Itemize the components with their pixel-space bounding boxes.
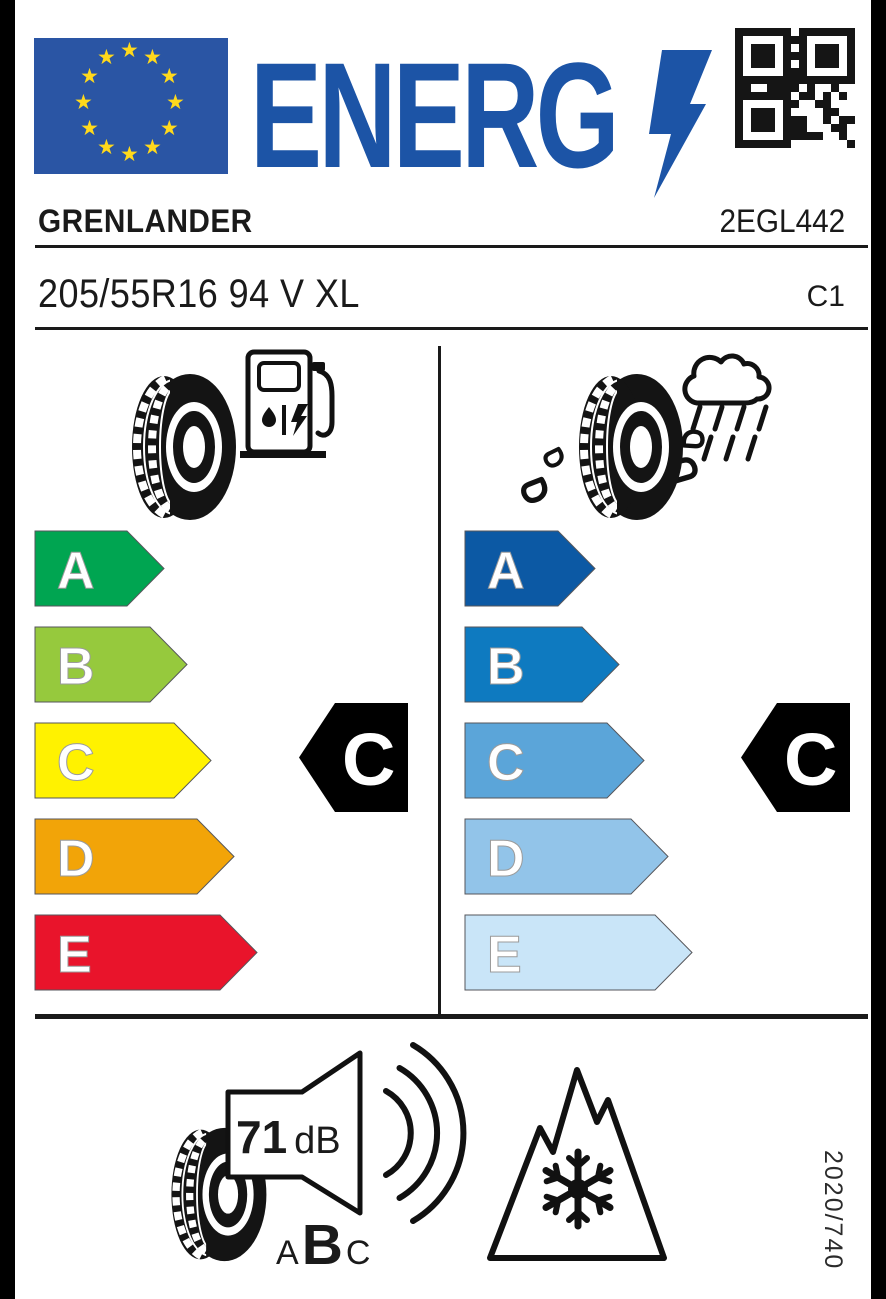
brand-name: GRENLANDER [38, 203, 253, 239]
svg-text:D: D [57, 830, 95, 888]
tire-icon [128, 372, 238, 522]
model-code: 2EGL442 [719, 203, 845, 239]
divider-line [35, 327, 868, 330]
qr-code [735, 28, 855, 148]
lightning-bolt-icon [646, 50, 712, 198]
fuel-pump-icon [240, 350, 340, 462]
svg-text:A: A [487, 542, 525, 600]
noise-value: 71 [236, 1111, 288, 1163]
rating-arrow-e [35, 914, 258, 991]
rating-arrow-e [465, 914, 693, 991]
rating-arrow-c [465, 722, 645, 799]
label-right-border [871, 0, 886, 1299]
rating-arrow-c [35, 722, 212, 799]
fuel-rating-indicator [298, 702, 409, 813]
svg-text:C: C [784, 718, 838, 801]
rating-arrow-a [35, 530, 165, 607]
rating-arrow-d [35, 818, 235, 895]
section-divider-line [35, 1014, 868, 1019]
tire-class: C1 [806, 280, 845, 313]
svg-text:E: E [57, 926, 92, 984]
noise-class-scale [276, 1212, 370, 1278]
column-divider [438, 346, 441, 1015]
rating-arrow-b [35, 626, 188, 703]
noise-class-a: A [276, 1234, 299, 1272]
svg-text:B: B [57, 638, 95, 696]
wet-grip-rating-indicator [740, 702, 851, 813]
label-left-border [0, 0, 15, 1299]
svg-text:D: D [487, 830, 525, 888]
rating-arrow-a [465, 530, 596, 607]
svg-text:C: C [342, 718, 396, 801]
rain-drops [693, 407, 766, 459]
svg-text:E: E [487, 926, 522, 984]
tire-size: 205/55R16 94 V XL [38, 272, 360, 316]
noise-class-b-rated: B [301, 1213, 343, 1277]
regulation-number: 2020/740 [819, 1150, 847, 1271]
divider-line [35, 245, 868, 248]
svg-text:A: A [57, 542, 95, 600]
energ-logo-text: ENERG [250, 31, 617, 199]
svg-text:C: C [487, 734, 525, 792]
noise-class-c: C [345, 1234, 371, 1272]
svg-text:B: B [487, 638, 525, 696]
noise-unit: dB [294, 1120, 341, 1162]
noise-level [236, 1110, 341, 1164]
svg-text:C: C [57, 734, 95, 792]
eu-flag-icon: ★ ★ ★ ★ ★ ★ ★ ★ ★ ★ ★ ★ [34, 38, 228, 174]
tire-icon [575, 372, 685, 522]
sound-waves-icon [372, 1040, 472, 1230]
snowflake-mountain-icon [468, 1052, 683, 1267]
rating-arrow-b [465, 626, 620, 703]
rating-arrow-d [465, 818, 669, 895]
